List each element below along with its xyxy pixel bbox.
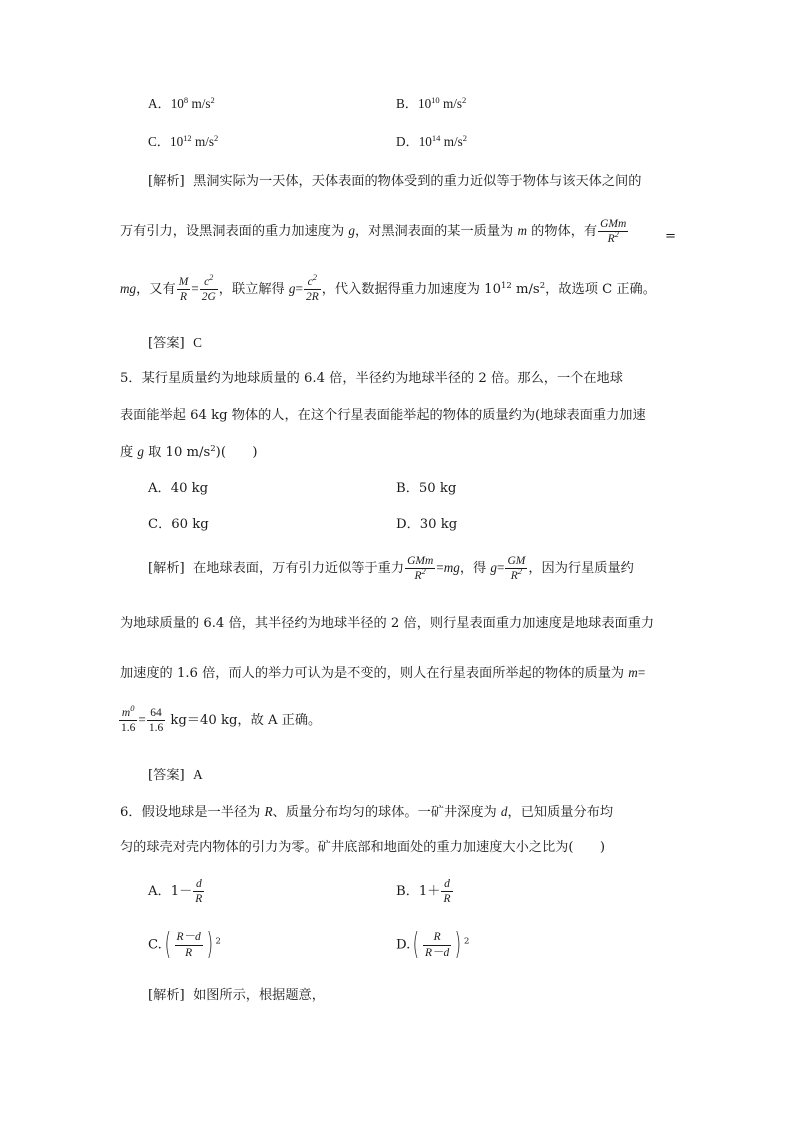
fraction: $\frac{d}{R}$ [195, 878, 203, 906]
q6-option-a: A．1－ $\frac{d}{R}$ [148, 878, 203, 906]
fraction: $\frac{64}{1.6}$ [148, 707, 164, 735]
fraction: $\frac{R}{R-d}$ [425, 931, 450, 959]
q6-option-d: D.( $\frac{R}{R-d}$ ) $^2$ [396, 927, 470, 962]
q5-analysis-line-2: 为地球质量的 6.4 倍，其半径约为地球半径的 2 倍，则行星表面重力加速度是地球表面重力 [120, 616, 655, 631]
q4-analysis-line-1: [解析] 黑洞实际为一天体，天体表面的物体受到的重力近似等于物体与该天体之间的 [148, 174, 642, 189]
q4-answer: [答案] C [148, 335, 202, 351]
q5-analysis-line-4: $\frac{m^0}{1.6}$ = $\frac{64}{1.6}$ kg＝40 kg，故 A 正确。 [121, 703, 322, 735]
fraction: $\frac{M}{R}$ [178, 276, 189, 304]
q4-analysis-line-2: 万有引力，设黑洞表面的重力加速度为 g，对黑洞表面的某一质量为 m 的物体，有 $\frac{\text{GMm}}{R^2}$ = [120, 218, 677, 246]
q5-option-d: D．30 kg [396, 517, 458, 532]
q4-option-a: A．$10^8$ $m/s^2$ [148, 95, 215, 111]
fraction: $\frac{c^2}{2G}$ [201, 272, 216, 304]
q5-analysis-line-1: [解析] 在地球表面，万有引力近似等于重力 $\frac{\text{GMm}}{R^2}$ =mg，得 g= $\frac{GM}{R^2}$ ，因为行星质量约 [148, 555, 634, 583]
fraction: $\frac{\text{GMm}}{R^2}$ [600, 218, 627, 246]
fraction: $\frac{m^0}{1.6}$ [121, 703, 136, 735]
q5-option-a: A．40 kg [148, 481, 209, 496]
right-paren: ) [206, 927, 213, 962]
q6-stem-line-2: 匀的球壳对壳内物体的引力为零。矿井底部和地面处的重力加速度大小之比为( ) [120, 840, 606, 855]
fraction: $\frac{c^2}{2R}$ [305, 272, 319, 304]
left-paren: ( [164, 927, 171, 962]
q5-stem-line-3: 度 g 取 10 $m/s^2$)( ) [120, 444, 258, 460]
q6-stem-line-1: 6．假设地球是一半径为 R、质量分布均匀的球体。一矿井深度为 d，已知质量分布均 [120, 804, 614, 820]
q6-analysis: [解析] 如图所示，根据题意， [148, 988, 325, 1003]
q4-option-d: D．$10^{14}$ $m/s^2$ [396, 133, 468, 149]
q5-analysis-line-3: 加速度的 1.6 倍，而人的举力可认为是不变的，则人在行星表面所举起的物体的质量为 m= [120, 665, 646, 681]
q6-option-b: B．1＋ $\frac{d}{R}$ [396, 878, 451, 906]
q4-option-b: B．$10^{10}$ $m/s^2$ [396, 95, 467, 111]
q5-stem-line-1: 5．某行星质量约为地球质量的 6.4 倍，半径约为地球半径的 2 倍。那么，一个在地球 [120, 371, 623, 386]
q4-analysis-line-3: mg，又有 $\frac{M}{R}$ = $\frac{c^2}{2G}$ ，联立解得 g= $\frac{c^2}{2R}$ ，代入数据得重力加速度为 $10^{12}$ $m/s^2$，故选项 C 正确。 [120, 272, 656, 304]
q6-option-c: C.( $\frac{R-d}{R}$ ) $^2$ [148, 927, 221, 962]
q5-stem-line-2: 表面能举起 64 kg 物体的人，在这个行星表面能举起的物体的质量约为(地球表面重力加速 [120, 408, 646, 423]
q4-option-c: C．$10^{12}$ $m/s^2$ [148, 133, 219, 149]
left-paren: ( [412, 927, 420, 962]
q5-option-c: C．60 kg [148, 517, 209, 532]
fraction: $\frac{GM}{R^2}$ [507, 555, 526, 583]
fraction: $\frac{d}{R}$ [443, 878, 451, 906]
q5-option-b: B．50 kg [396, 481, 457, 496]
fraction: $\frac{R-d}{R}$ [176, 931, 201, 959]
right-paren: ) [454, 927, 462, 962]
fraction: $\frac{\text{GMm}}{R^2}$ [407, 555, 434, 583]
q5-answer: [答案] A [148, 767, 203, 783]
analysis-tag: [解析] [148, 174, 185, 189]
